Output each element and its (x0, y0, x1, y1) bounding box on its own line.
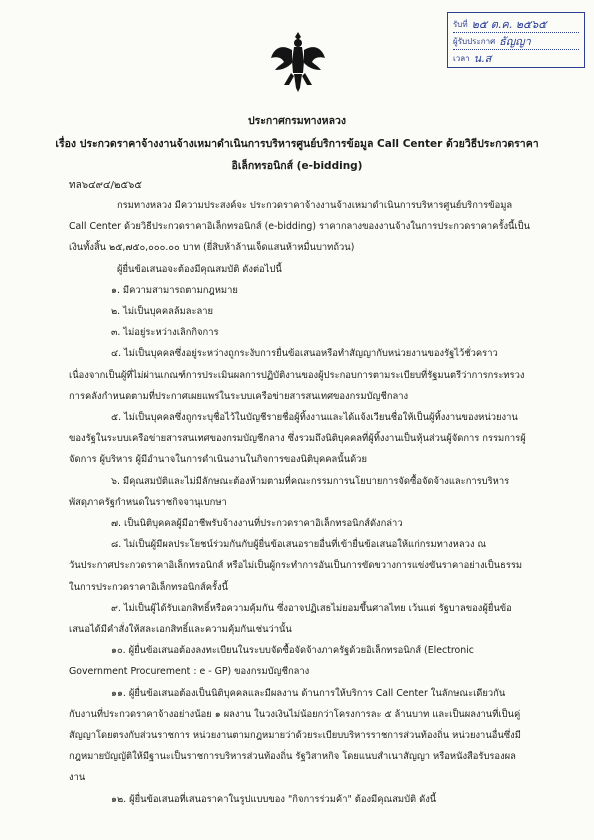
subject-line-2: อิเล็กทรอนิกส์ (e-bidding) (231, 160, 363, 172)
qualification-item-9-cont: เสนอได้มีคำสั่งให้สละเอกสิทธิ์และความคุ้มกันเช่นว่านั้น (69, 624, 292, 636)
qualification-item-8-cont: ในการประกวดราคาอิเล็กทรอนิกส์ครั้งนี้ (69, 581, 229, 593)
qualification-item-4-cont: การคลังกำหนดตามที่ประกาศเผยแพร่ในระบบเครือข่ายสารสนเทศของกรมบัญชีกลาง (69, 390, 409, 402)
qualification-item-5: ๕. ไม่เป็นบุคคลซึ่งถูกระบุชื่อไว้ในบัญชีรายชื่อผู้ทิ้งงานและได้แจ้งเวียนชื่อให้เป็นผู้ทิ้งงานของหน่วยงาน (111, 412, 518, 424)
stamp-received-label: รับที่ (453, 19, 468, 29)
qualification-item-6: ๖. มีคุณสมบัติและไม่มีลักษณะต้องห้ามตามที่คณะกรรมการนโยบายการจัดซื้อจัดจ้างและการบริหาร (111, 475, 510, 487)
stamp-receiver-name: ธัญญา (499, 35, 531, 48)
qualification-item-11: ๑๑. ผู้ยื่นข้อเสนอต้องเป็นนิติบุคคลและมีผลงาน ด้านการให้บริการ Call Center ในลักษณะเดียวกัน (111, 687, 506, 699)
org-title: ประกาศกรมทางหลวง (247, 115, 347, 127)
stamp-receiver-label: ผู้รับประกาศ (453, 36, 496, 46)
qualification-item-10: ๑๐. ผู้ยื่นข้อเสนอต้องลงทะเบียนในระบบจัดซื้อจัดจ้างภาครัฐด้วยอิเล็กทรอนิกส์ (Electronic (111, 645, 474, 657)
qualification-item-5-cont: ของรัฐในระบบเครือข่ายสารสนเทศของกรมบัญชีกลาง ซึ่งรวมถึงนิติบุคคลที่ผู้ทิ้งงานเป็นหุ้นส่วนผู้จัดการ กรรมการผู้ (69, 433, 526, 445)
garuda-emblem-icon (270, 30, 326, 94)
qualification-item-11-cont: กฎหมายบัญญัติให้มีฐานะเป็นราชการบริหารส่วนท้องถิ่น รัฐวิสาหกิจ โดยแนบสำเนาสัญญา หรือหนังสือรับรองผล (69, 751, 516, 763)
qualification-item-4-cont: เนื่องจากเป็นผู้ที่ไม่ผ่านเกณฑ์การประเมินผลการปฏิบัติงานของผู้ประกอบการตามระเบียบที่รัฐมนตรีว่าการกระทรวง (69, 369, 525, 381)
qualification-item-11-cont: งาน (69, 772, 86, 784)
stamp-time-label: เวลา (453, 53, 470, 63)
qualification-item-3: ๓. ไม่อยู่ระหว่างเลิกกิจการ (111, 327, 219, 339)
qualification-item-8-cont: วันประกาศประกวดราคาอิเล็กทรอนิกส์ หรือไม่เป็นผู้กระทำการอันเป็นการขัดขวางการแข่งขันราคาอย่างเป็นธรรม (69, 560, 523, 572)
qualification-item-8: ๘. ไม่เป็นผู้มีผลประโยชน์ร่วมกันกับผู้ยื่นข้อเสนอรายอื่นที่เข้ายื่นข้อเสนอให้แก่กรมทางหลวง ณ (111, 539, 487, 551)
intro-line: กรมทางหลวง มีความประสงค์จะ ประกวดราคาจ้างงานจ้างเหมาดำเนินการบริหารศูนย์บริการข้อมูล (117, 200, 513, 211)
qualification-item-5-cont: จัดการ ผู้บริหาร ผู้มีอำนาจในการดำเนินงานในกิจการของนิติบุคคลนั้นด้วย (69, 454, 367, 466)
qualification-item-7: ๗. เป็นนิติบุคคลผู้มีอาชีพรับจ้างงานที่ประกวดราคาอิเล็กทรอนิกส์ดังกล่าว (111, 518, 403, 530)
stamp-time-value: น.ส (473, 52, 492, 65)
qualification-item-6-cont: พัสดุภาครัฐกำหนดในราชกิจจานุเบกษา (69, 496, 227, 508)
document-number: ทล๖๔๙๔/๒๕๖๕ (69, 180, 142, 191)
announcement-body (69, 195, 555, 810)
intro-line: Call Center ด้วยวิธีประกวดราคาอิเล็กทรอนิกส์ (e-bidding) ราคากลางของงานจ้างในการประกวดราคาครั้งนี้เป็น (69, 221, 531, 233)
qualification-item-10-cont: Government Procurement : e - GP) ของกรมบัญชีกลาง (69, 666, 310, 678)
subject-line-1: เรื่อง ประกวดราคาจ้างงานจ้างเหมาดำเนินการบริหารศูนย์บริการข้อมูล Call Center ด้วยวิธีประกวดราคา (55, 138, 539, 150)
intro-line: เงินทั้งสิ้น ๒๕,๗๕๐,๐๐๐.๐๐ บาท (ยี่สิบห้าล้านเจ็ดแสนห้าหมื่นบาทถ้วน) (69, 242, 355, 254)
qualification-item-2: ๒. ไม่เป็นบุคคลล้มละลาย (111, 306, 214, 318)
qualification-item-12: ๑๒. ผู้ยื่นข้อเสนอที่เสนอราคาในรูปแบบของ "กิจการร่วมค้า" ต้องมีคุณสมบัติ ดังนี้ (111, 793, 437, 805)
qualification-item-11-cont: สัญญาโดยตรงกับส่วนราชการ หน่วยงานตามกฎหมายว่าด้วยระเบียบบริหารราชการส่วนท้องถิ่น หน่วยงานอื่นซึ่งมี (69, 730, 521, 742)
qualification-item-1: ๑. มีความสามารถตามกฎหมาย (111, 284, 238, 296)
qualification-item-11-cont: กับงานที่ประกวดราคาจ้างอย่างน้อย ๑ ผลงาน ในวงเงินไม่น้อยกว่าโครงการละ ๕ ล้านบาท และเป็นผลงานที่เป็นคู่ (69, 708, 521, 720)
qualification-item-4: ๔. ไม่เป็นบุคคลซึ่งอยู่ระหว่างถูกระงับการยื่นข้อเสนอหรือทำสัญญากับหน่วยงานของรัฐไว้ชั่วคราว (111, 348, 498, 360)
stamp-received-date: ๒๕ ต.ค. ๒๕๖๕ (471, 18, 547, 31)
qualification-item-9: ๙. ไม่เป็นผู้ได้รับเอกสิทธิ์หรือความคุ้มกัน ซึ่งอาจปฏิเสธไม่ยอมขึ้นศาลไทย เว้นแต่ รัฐบาลของผู้ยื่นข้อ (111, 602, 512, 614)
received-stamp (447, 12, 585, 68)
qualifications-intro: ผู้ยื่นข้อเสนอจะต้องมีคุณสมบัติ ดังต่อไปนี้ (117, 263, 282, 275)
